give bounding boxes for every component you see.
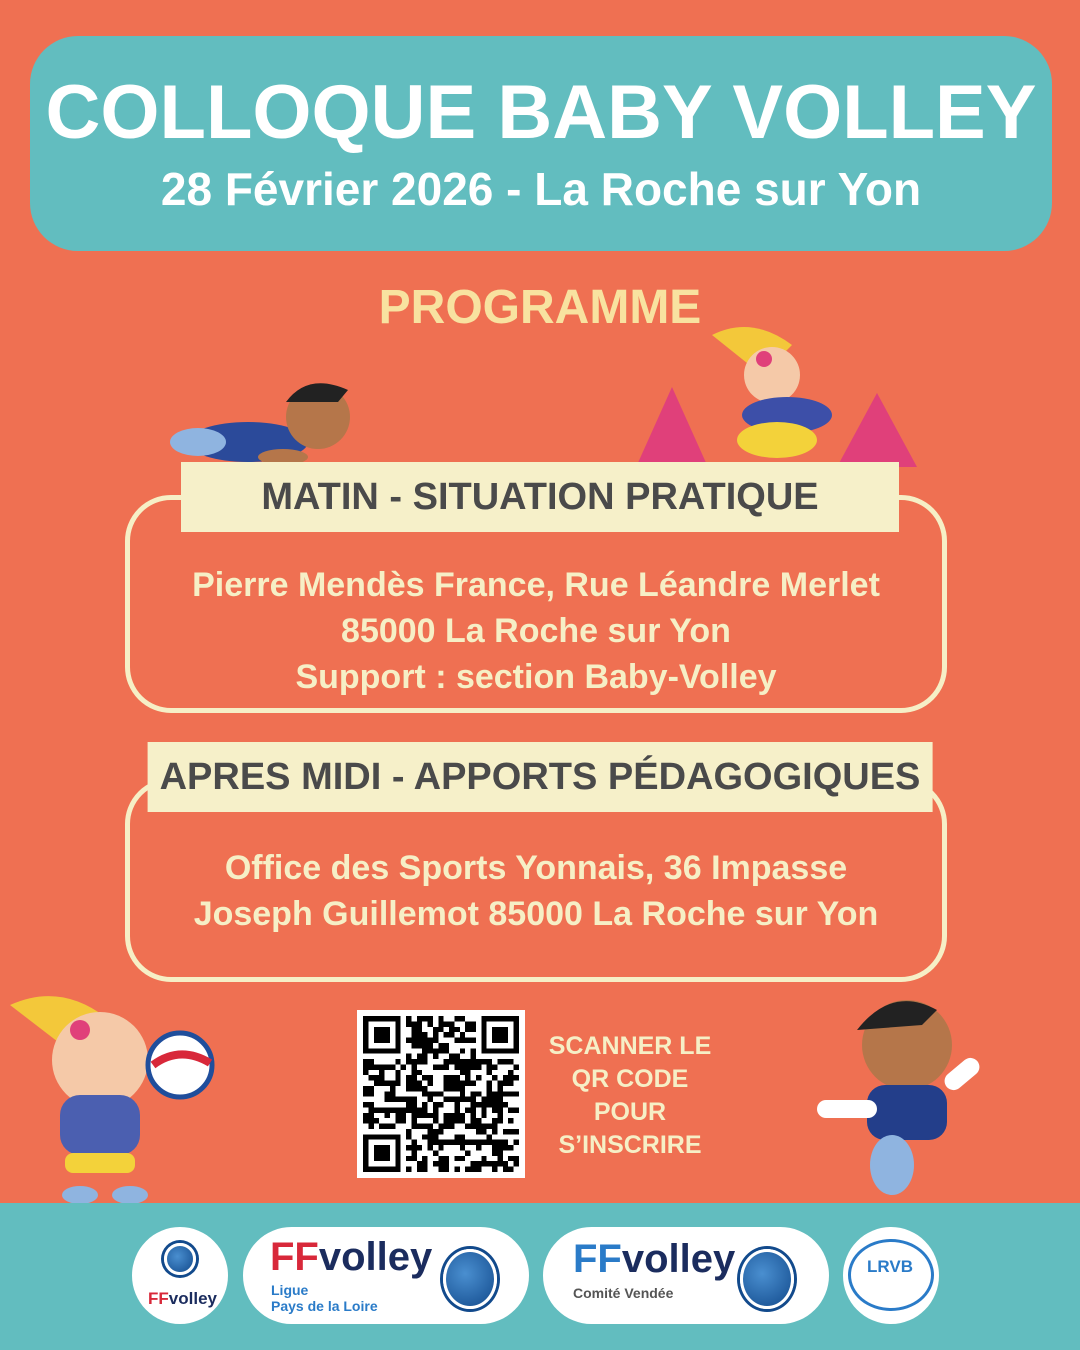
qr-call-to-action [530,1030,730,1162]
afternoon-label: APRES MIDI - APPORTS PÉDAGOGIQUES [148,742,933,812]
morning-line: Support : section Baby-Volley [295,658,777,696]
ffvolley-logo: FFvolley [132,1227,228,1324]
morning-line: Pierre Mendès France, Rue Léandre Merlet [192,566,880,604]
event-title: COLLOQUE BABY VOLLEY [45,70,1037,155]
afternoon-line: Office des Sports Yonnais, 36 Impasse [224,849,848,887]
volleyball-icon [164,1243,196,1275]
morning-label: MATIN - SITUATION PRATIQUE [181,462,899,532]
comite-vendee-logo: FFvolley Comité Vendée [543,1227,829,1324]
morning-line: 85000 La Roche sur Yon [341,612,731,650]
cta-line: POUR [593,1098,667,1126]
ligue-pays-de-la-loire-logo: FFvolley Ligue Pays de la Loire [243,1227,529,1324]
volleyball-icon [740,1249,794,1309]
girl-with-cones-illustration [632,315,922,470]
event-header [30,36,1052,251]
programme-heading: PROGRAMME [378,281,702,334]
registration-qr-code[interactable] [357,1010,525,1178]
lrvb-logo: LRVB [843,1227,939,1324]
cta-line: S’INSCRIRE [558,1131,702,1159]
volleyball-icon [443,1249,497,1309]
girl-with-ball-illustration [5,985,215,1210]
afternoon-line: Joseph Guillemot 85000 La Roche sur Yon [193,895,879,933]
crawling-kid-illustration [168,372,368,472]
event-date-location: 28 Février 2026 - La Roche sur Yon [160,163,922,215]
boy-playing-illustration [812,990,992,1205]
cta-line: SCANNER LE [548,1032,712,1060]
cta-line: QR CODE [571,1065,689,1093]
